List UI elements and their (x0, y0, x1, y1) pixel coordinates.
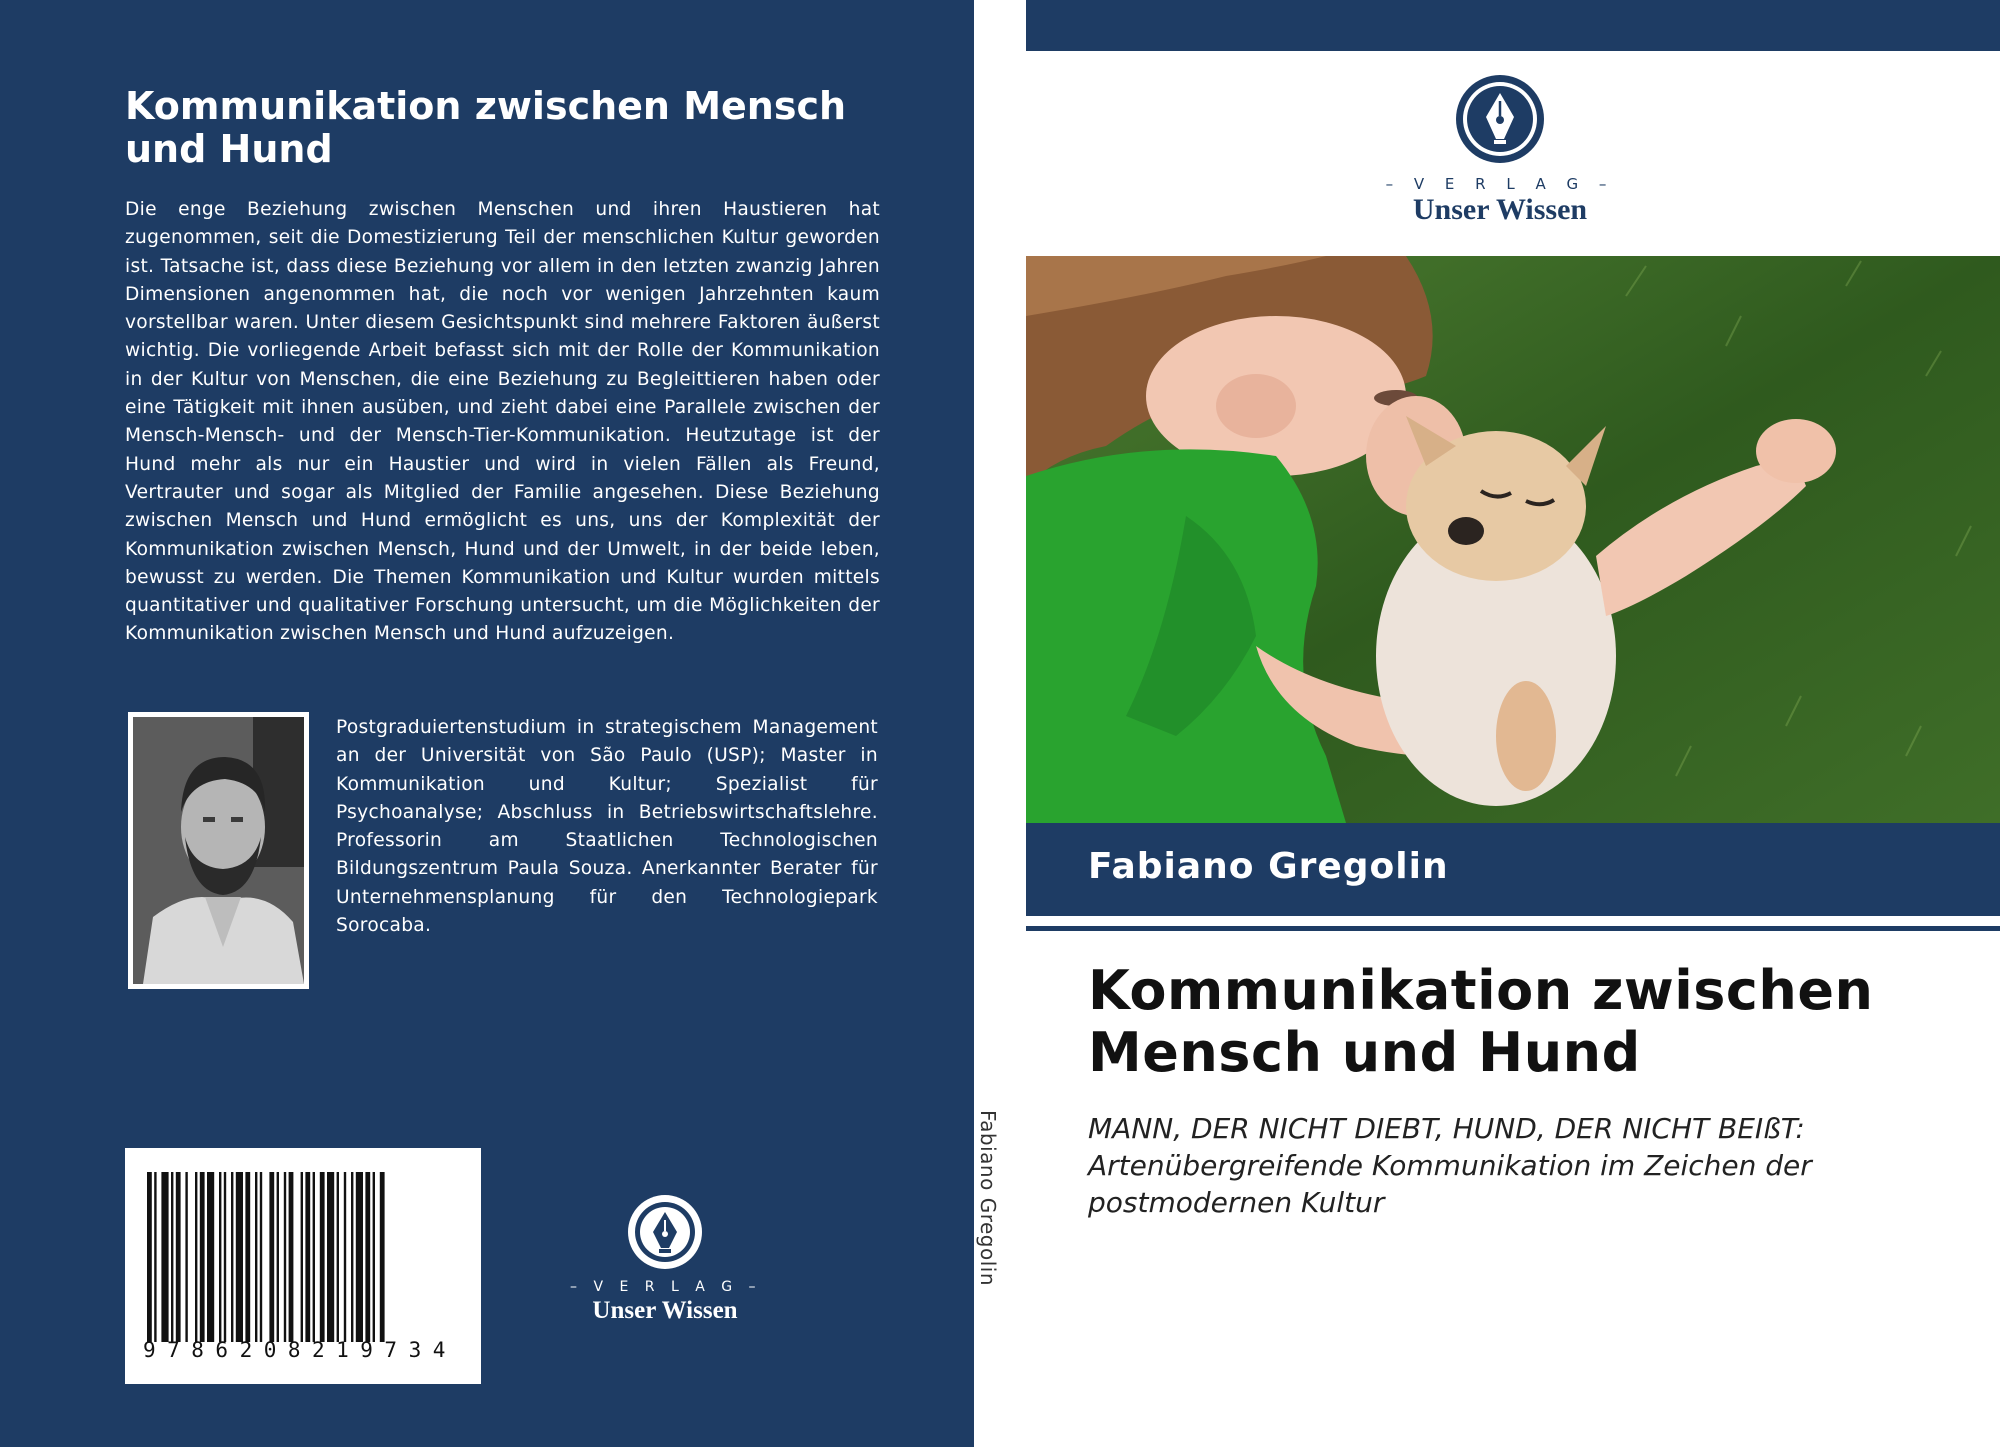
front-cover-subtitle: MANN, DER NICHT DIEBT, HUND, DER NICHT BEIßT: Artenübergreifende Kommunikation im Zeichen der postmodernen Kultur (1088, 1112, 1812, 1219)
spine (974, 0, 1026, 1447)
back-logo-name: Unser Wissen (592, 1297, 738, 1324)
spine-author: Fabiano Gregolin (976, 1110, 1000, 1287)
front-top-bar (1026, 0, 2000, 51)
author-portrait-image (133, 717, 304, 984)
isbn-digits: 9786208219734 (143, 1338, 457, 1362)
author-bio: Postgraduiertenstudium in strategischem Management an der Universität von São Paulo (USP); Master in Kommunikation und Kultur; Spezialist für Psychoanalyse; Abschluss in Betriebswirtschaftslehre. Professorin am Staatlichen Technologischen Bildungszentrum Paula Souza. Anerkannter Berater für Unternehmensplanung für den Technologiepark Sorocaba. (336, 717, 878, 937)
isbn-barcode (125, 1148, 481, 1384)
front-logo-verlag: – V E R L A G – (1385, 175, 1615, 193)
back-publisher-logo (570, 1195, 760, 1325)
fountain-pen-nib-icon (628, 1195, 702, 1269)
band-rule (1026, 926, 2000, 931)
front-author-name: Fabiano Gregolin (1088, 846, 1449, 887)
barcode-bars (143, 1172, 463, 1342)
front-publisher-logo (1350, 73, 1650, 227)
fountain-pen-nib-icon (1454, 73, 1546, 165)
cover-photo-girl-with-dog (1026, 256, 2000, 823)
author-photo (128, 712, 309, 989)
back-cover-blurb: Die enge Beziehung zwischen Menschen und ihren Haustieren hat zugenommen, seit die Domestizierung Teil der menschlichen Kultur geworden ist. Tatsache ist, dass diese Beziehung vor allem in den letzten zwanzig Jahren Dimensionen angenommen hat, die noch vor wenigen Jahrzehnten kaum vorstellbar waren. Unter diesem Gesichtspunkt sind mehrere Faktoren äußerst wichtig. Die vorliegende Arbeit befasst sich mit der Rolle der Kommunikation in der Kultur von Menschen, die eine Beziehung zu Begleittieren haben oder eine Tätigkeit mit ihnen ausüben, und zieht dabei eine Parallele zwischen der Mensch-Mensch- und der Mensch-Tier-Kommunikation. Heutzutage ist der Hund mehr als nur ein Haustier und wird in vielen Fällen als Freund, Vertrauter und sogar als Mitglied der Familie angesehen. Diese Beziehung zwischen Mensch und Hund ermöglicht es uns, uns der Komplexität der Kommunikation zwischen Mensch, Hund und der Umwelt, in der beide leben, bewusst zu werden. Die Themen Kommunikation und Kultur wurden mittels quantitativer und qualitativer Forschung untersucht, um die Möglichkeiten der Kommunikation zwischen Mensch und Hund aufzuzeigen. (125, 199, 880, 645)
back-cover-title: Kommunikation zwischen Mensch und Hund (125, 84, 847, 171)
back-cover (0, 0, 974, 1447)
front-logo-name: Unser Wissen (1412, 193, 1588, 226)
back-logo-verlag: – V E R L A G – (570, 1279, 762, 1295)
author-band (1026, 823, 2000, 916)
front-cover-title: Kommunikation zwischen Mensch und Hund (1088, 959, 1874, 1084)
